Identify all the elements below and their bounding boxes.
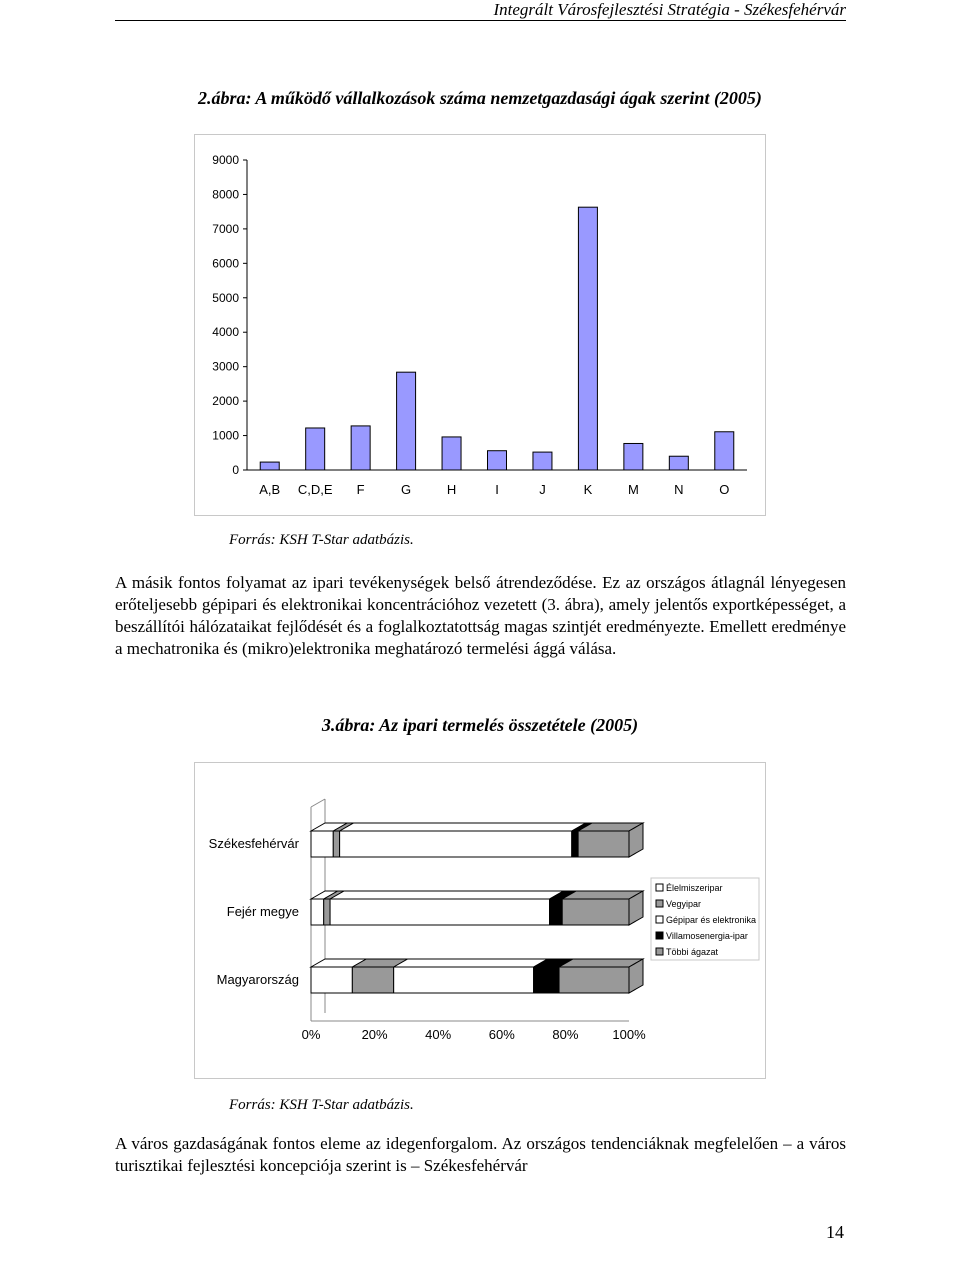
x-tick-label: C,D,E [297,482,333,497]
category-label: Fejér megye [226,904,299,919]
legend-swatch [656,948,663,955]
category-label: Magyarország [216,972,299,987]
bar-segment [324,899,330,925]
legend-label: Többi ágazat [666,947,719,957]
legend-label: Gépipar és elektronika [666,915,757,925]
page-number: 14 [826,1222,844,1242]
figure2-chart-svg [195,135,765,515]
bar-segment [572,831,578,857]
bar [669,456,688,470]
bar-segment [394,967,534,993]
bar [533,452,552,470]
figure3-source: Forrás: KSH T-Star adatbázis. [229,1097,414,1113]
bar-segment [534,967,559,993]
legend-swatch [656,916,663,923]
legend-swatch [656,884,663,891]
legend-label: Élelmiszeripar [666,883,723,893]
y-tick-label: 0 [232,463,239,477]
header-title: Integrált Városfejlesztési Stratégia - Székesfehérvár [493,0,846,19]
figure2-chart [194,134,766,516]
bar-segment [352,967,393,993]
wall-edge-line [311,799,325,807]
legend-label: Vegyipar [666,899,702,909]
figure3-caption: 3.ábra: Az ipari termelés összetétele (2005) [321,715,639,735]
x-tick-label: O [719,482,730,497]
bar-segment [330,899,549,925]
y-tick-label: 1000 [212,428,239,443]
page-header [115,0,846,21]
figure3-chart-svg [195,763,765,1078]
figure2-source: Forrás: KSH T-Star adatbázis. [229,532,414,548]
bar-segment-top [340,823,586,831]
x-tick-label: N [674,482,684,497]
x-tick-label: G [401,482,412,497]
x-tick-label: 40% [425,1027,452,1042]
figure3-chart [194,762,766,1079]
x-tick-label: H [446,482,457,497]
bar [260,462,279,470]
figure2-caption: 2.ábra: A működő vállalkozások száma nemzetgazdasági ágak szerint (2005) [198,88,762,108]
y-tick-label: 2000 [212,394,239,409]
x-tick-label: 20% [361,1027,388,1042]
category-label: Székesfehérvár [208,836,299,851]
y-tick-label: 5000 [212,290,239,305]
x-tick-label: 100% [612,1027,646,1042]
y-tick-label: 9000 [212,153,239,167]
bar [442,437,461,470]
x-tick-label: 80% [552,1027,579,1042]
bar-segment-top [330,891,563,899]
bar [397,372,416,470]
y-tick-label: 7000 [212,221,239,236]
bar-segment [311,831,333,857]
x-tick-label: 0% [301,1027,321,1042]
bar [624,443,643,470]
bar-segment [311,967,352,993]
bar-segment [578,831,629,857]
bar [488,451,507,470]
bar [306,428,325,470]
bar [578,207,597,470]
y-tick-label: 4000 [212,325,239,340]
bar-segment [340,831,572,857]
paragraph-1: A másik fontos folyamat az ipari tevékenységek belső átrendeződése. Ez az országos átlagnál lényegesen erőteljesebb gépipari és elektronikai koncentrációhoz vezetett (3. ábra), amely jelentős exportképességet, a beszállítói hálózataikat fejlődését és a foglalkoztatottság magas szintjét eredményezte. Emellett eredménye a mechatronika és (mikro)elektronika meghatározó termelési ággá válása. [115,573,846,658]
bar [715,432,734,470]
x-tick-label: M [627,482,639,497]
paragraph-2: A város gazdaságának fontos eleme az idegenforgalom. Az országos tendenciáknak megfelelően – a város turisztikai fejlesztési koncepciója szerint is – Székesfehérvár [115,1134,846,1175]
bar-segment [311,899,324,925]
legend-label: Villamosenergia-ipar [666,931,748,941]
y-tick-label: 3000 [212,359,239,374]
legend-swatch [656,932,663,939]
x-tick-label: A,B [259,482,281,497]
y-tick-label: 6000 [212,256,239,271]
y-tick-label: 8000 [212,187,239,202]
bar-segment [559,967,629,993]
bar [351,426,370,470]
x-tick-label: J [539,482,546,497]
x-tick-label: 60% [488,1027,515,1042]
x-tick-label: F [356,482,365,497]
x-tick-label: I [495,482,499,497]
x-tick-label: K [583,482,593,497]
bar-segment-top [394,959,548,967]
bar-segment [562,899,629,925]
legend-swatch [656,900,663,907]
bar-segment [550,899,563,925]
bar-segment [333,831,339,857]
